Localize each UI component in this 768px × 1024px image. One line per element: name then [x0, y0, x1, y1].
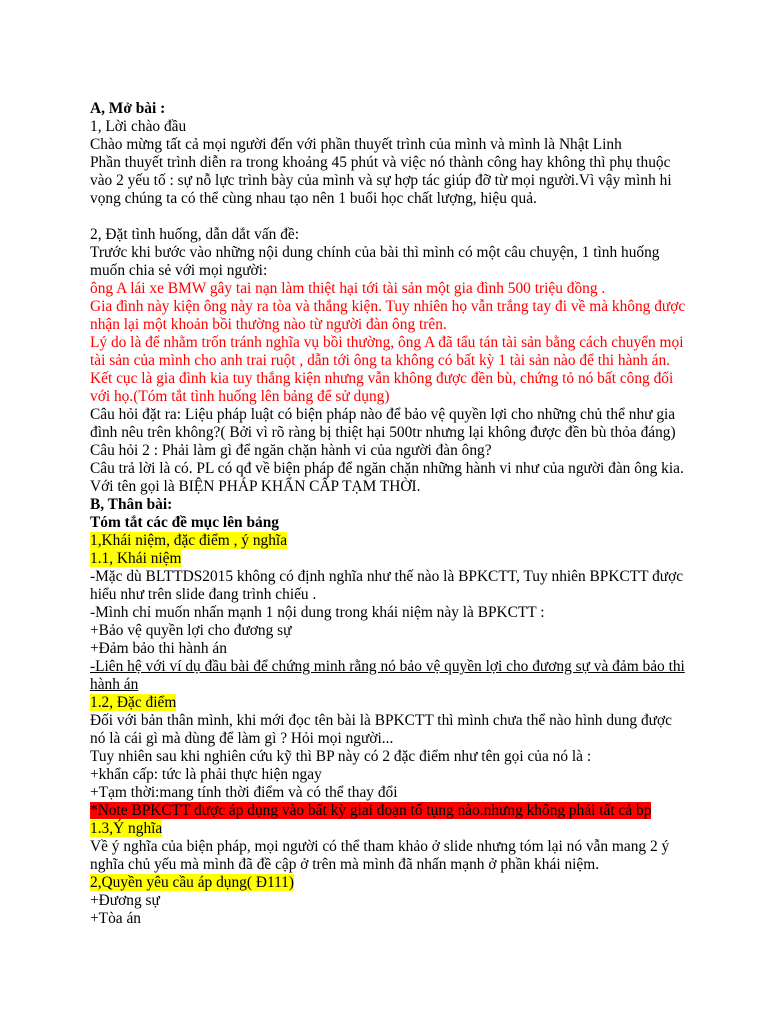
text-line: +Tòa án	[90, 910, 141, 927]
text-line: hành án	[90, 676, 139, 693]
text-line: nhận lại một khoản bồi thường nào từ người đàn ông trên.	[90, 316, 447, 333]
text-line: +khẩn cấp: tức là phải thực hiện ngay	[90, 766, 322, 783]
text-line: +Đảm bảo thi hành án	[90, 640, 227, 657]
text-line: 2, Đặt tình huống, dẫn dắt vấn đề:	[90, 226, 300, 243]
text-line: Kết cục là gia đình kia tuy thắng kiện nhưng vẫn không được đền bù, chứng tỏ nó bất công đối	[90, 370, 674, 387]
text-line: vọng chúng ta có thể cùng nhau tạo nên 1 buổi học chất lượng, hiệu quả.	[90, 190, 537, 207]
text-line: Phần thuyết trình diễn ra trong khoảng 45 phút và việc nó thành công hay không thì phụ thuộc	[90, 154, 671, 171]
text-line: +Tạm thời:mang tính thời điểm và có thể thay đổi	[90, 784, 398, 801]
text-line: Câu trả lời là có. PL có qđ về biện pháp để ngăn chặn những hành vi như của người đàn ông kia.	[90, 460, 684, 477]
text-line: với họ.(Tóm tắt tình huống lên bảng để sử dụng)	[90, 388, 390, 405]
text-line	[90, 820, 690, 838]
text-line: -Mình chỉ muốn nhấn mạnh 1 nội dung trong khái niệm này là BPKCTT :	[90, 604, 545, 621]
text-line: B, Thân bài:	[90, 496, 173, 513]
text-line: đình nêu trên không?( Bởi vì rõ ràng bị thiệt hại 500tr nhưng lại không được đền bù thỏa đáng)	[90, 424, 676, 441]
text-line: Chào mừng tất cả mọi người đến với phần thuyết trình của mình và mình là Nhật Linh	[90, 136, 622, 153]
text-line	[90, 532, 690, 550]
highlighted-heading: 1.2, Đặc điểm	[90, 694, 177, 711]
text-line: -Liên hệ với ví dụ đầu bài để chứng minh rằng nó bảo vệ quyền lợi cho đương sự và đảm bảo thi	[90, 658, 685, 675]
text-line: 1, Lời chào đầu	[90, 118, 187, 135]
text-line: Câu hỏi đặt ra: Liệu pháp luật có biện pháp nào để bảo vệ quyền lợi cho những chủ thể như gia	[90, 406, 676, 423]
text-line: Về ý nghĩa của biện pháp, mọi người có thể tham khảo ở slide nhưng tóm lại nó vẫn mang 2 ý	[90, 838, 670, 855]
text-line	[90, 874, 690, 892]
highlighted-note: *Note BPKCTT được áp dụng vào bất kỳ giai đoạn tố tụng nào.nhưng không phải tất cả bp	[90, 802, 652, 819]
text-line: nó là cái gì mà dùng để làm gì ? Hỏi mọi người...	[90, 730, 394, 747]
document-page	[90, 100, 690, 928]
text-line: Đối với bản thân mình, khi mới đọc tên bài là BPKCTT thì mình chưa thể nào hình dung được	[90, 712, 672, 729]
text-line: +Đương sự	[90, 892, 160, 909]
blank-line	[90, 208, 690, 226]
text-line: Câu hỏi 2 : Phải làm gì để ngăn chặn hành vi của người đàn ông?	[90, 442, 492, 459]
highlighted-heading: 1.3,Ý nghĩa	[90, 820, 163, 837]
text-line: muốn chia sẻ với mọi người:	[90, 262, 268, 279]
highlighted-heading: 2,Quyền yêu cầu áp dụng( Đ111)	[90, 874, 295, 891]
highlighted-heading: 1.1, Khái niệm	[90, 550, 182, 567]
text-line: ông A lái xe BMW gây tai nạn làm thiệt hại tới tài sản một gia đình 500 triệu đồng .	[90, 280, 606, 297]
text-line: hiểu như trên slide đang trình chiếu .	[90, 586, 317, 603]
text-line: vào 2 yếu tố : sự nỗ lực trình bày của mình và sự hợp tác giúp đỡ từ mọi người.Vì vậy mình hi	[90, 172, 672, 189]
text-line	[90, 802, 690, 820]
text-line: Tuy nhiên sau khi nghiên cứu kỹ thì BP này có 2 đặc điểm như tên gọi của nó là :	[90, 748, 592, 765]
text-line: +Bảo vệ quyền lợi cho đương sự	[90, 622, 292, 639]
text-line: Với tên gọi là BIỆN PHÁP KHẨN CẤP TẠM THỜI.	[90, 478, 421, 495]
text-line: Tóm tắt các đề mục lên bảng	[90, 514, 279, 531]
text-line	[90, 550, 690, 568]
text-line: A, Mở bài :	[90, 100, 166, 117]
text-line: -Mặc dù BLTTDS2015 không có định nghĩa như thế nào là BPKCTT, Tuy nhiên BPKCTT được	[90, 568, 684, 585]
text-line: Lý do là để nhằm trốn tránh nghĩa vụ bồi thường, ông A đã tẩu tán tài sản bằng cách chuyển mọi	[90, 334, 684, 351]
text-line: nghĩa chủ yếu mà mình đã đề cập ở trên mà mình đã nhấn mạnh ở phần khái niệm.	[90, 856, 600, 873]
text-line	[90, 694, 690, 712]
highlighted-heading: 1,Khái niệm, đặc điểm , ý nghĩa	[90, 532, 288, 549]
text-line: Gia đình này kiện ông này ra tòa và thắng kiện. Tuy nhiên họ vẫn trắng tay đi về mà không được	[90, 298, 686, 315]
text-line: Trước khi bước vào những nội dung chính của bài thì mình có một câu chuyện, 1 tình huống	[90, 244, 660, 261]
text-line: tài sản của mình cho anh trai ruột , dẫn tới ông ta không có bất kỳ 1 tài sản nào để thi hành án.	[90, 352, 671, 369]
